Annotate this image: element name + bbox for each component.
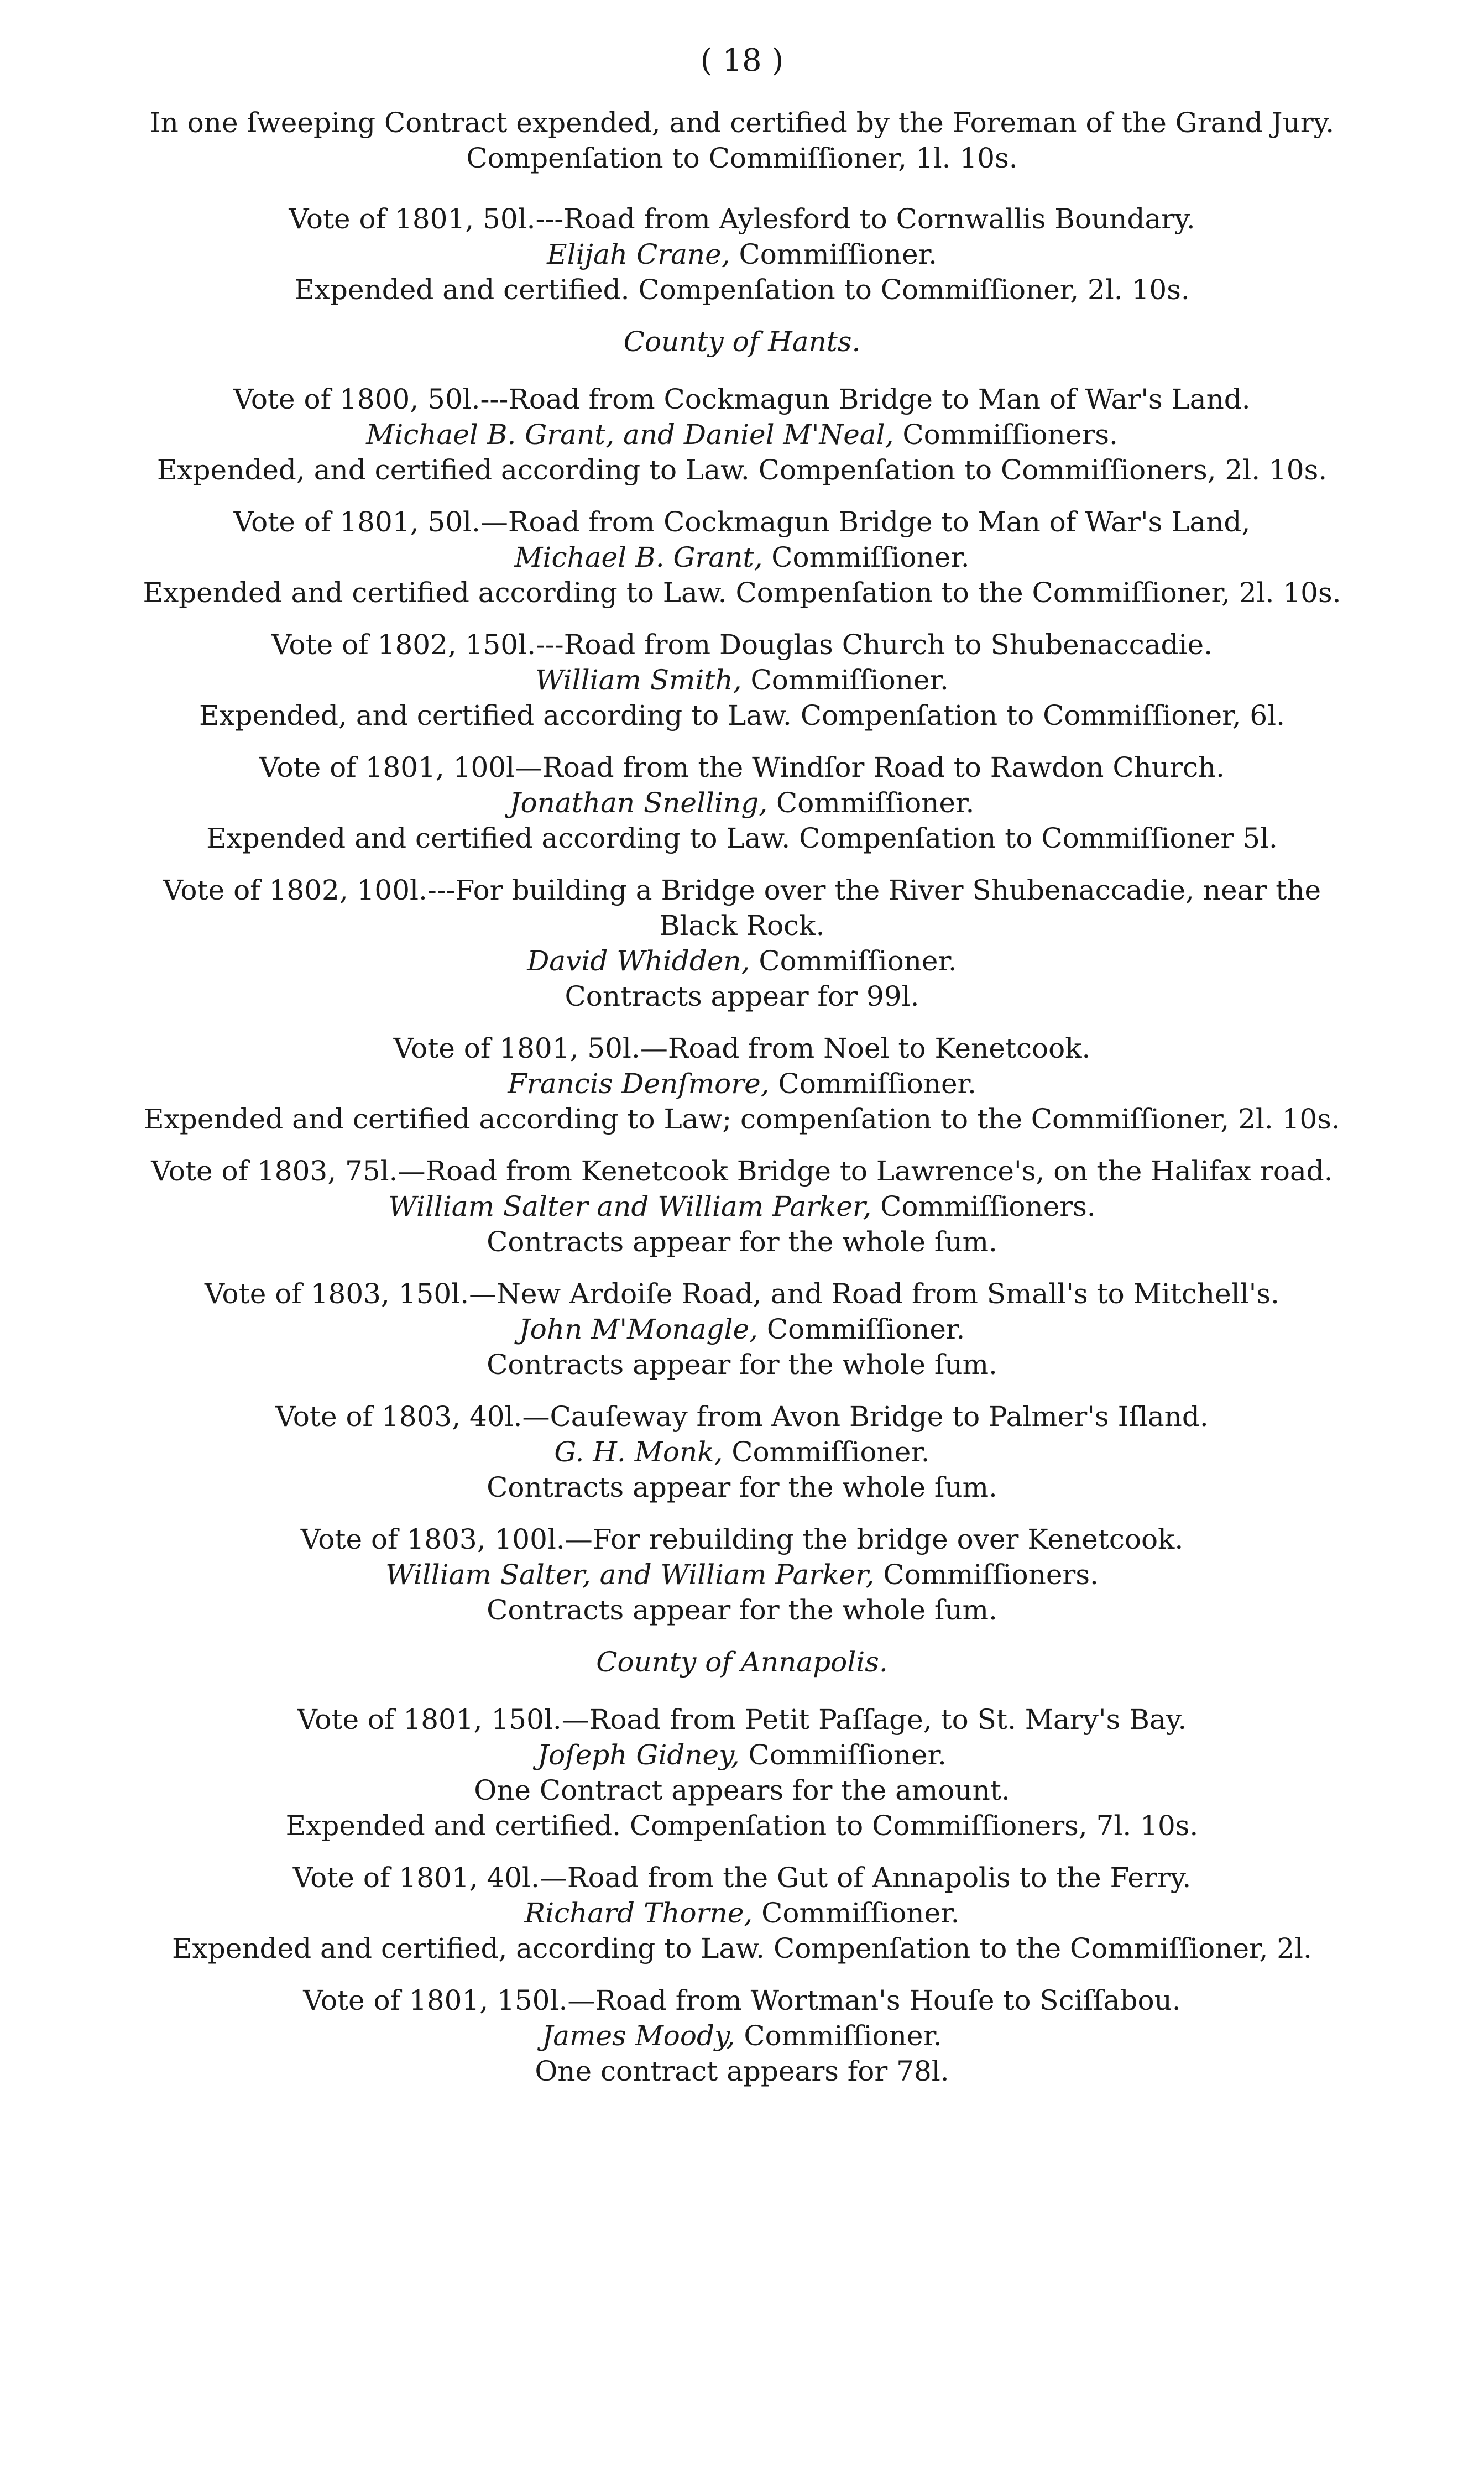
commissioner-role: Commiſſioner. [730,238,937,270]
intro-line-1: In one ſweeping Contract expended, and certified by the Foreman of the Grand Jury. [149,107,1335,139]
result-line: Expended, and certified according to Law. Compenſation to Commiſſioners, 2l. 10s. [156,454,1328,486]
commissioner-role: Commiſſioner. [767,787,975,819]
commissioner-name: John M'Monagle, [519,1313,758,1345]
commissioner-name: Joſeph Gidney, [537,1739,740,1771]
entry-kenetcook-bridge [138,1153,1346,1260]
commissioner-role: Commiſſioners. [893,419,1118,451]
result-line: Contracts appear for the whole ſum. [487,1226,997,1258]
result-line: One contract appears for 78l. [535,2055,949,2087]
vote-line: Vote of 1801, 150l.—Road from Wortman's Houſe to Sciſſabou. [303,1984,1181,2016]
commissioner-role: Commiſſioners. [874,1559,1099,1591]
county-heading-hants: County of Hants. [623,326,861,358]
vote-line: Vote of 1801, 40l.—Road from the Gut of Annapolis to the Ferry. [292,1862,1192,1894]
commissioner-role: Commiſſioner. [739,1739,947,1771]
vote-line: Vote of 1800, 50l.---Road from Cockmagun Bridge to Man of War's Land. [233,383,1251,415]
result-line: Contracts appear for the whole ſum. [487,1594,997,1626]
commissioner-role: Commiſſioner. [723,1436,930,1468]
commissioner-line [138,1557,1346,1592]
commissioner-line [138,540,1346,575]
vote-line: Vote of 1801, 50l.—Road from Cockmagun Bridge to Man of War's Land, [233,506,1251,538]
commissioner-line [138,662,1346,698]
commissioner-line [138,943,1346,979]
page-number: ( 18 ) [700,43,784,79]
entry-kenetcook-rebuild [138,1522,1346,1628]
vote-line: Vote of 1802, 150l.---Road from Douglas Church to Shubenaccadie. [271,629,1213,661]
result-line: Expended and certified according to Law. Compenſation to Commiſſioner 5l. [206,822,1278,854]
commissioner-name: Jonathan Snelling, [509,787,768,819]
entry-rawdon-church [138,750,1346,856]
commissioner-name: Francis Denſmore, [508,1068,770,1100]
vote-line: Vote of 1801, 50l.—Road from Noel to Kenetcook. [393,1032,1091,1064]
commissioner-line [138,237,1346,272]
result-line: One Contract appears for the amount. [474,1774,1010,1806]
entry-petit-passage [138,1702,1346,1843]
commissioner-role: Commiſſioner. [735,2020,942,2052]
commissioner-line [138,1434,1346,1470]
commissioner-name: David Whidden, [527,945,750,977]
commissioner-line [138,1737,1346,1773]
entry-wortman-house [138,1983,1346,2089]
commissioner-line [138,1311,1346,1347]
commissioner-role: Commiſſioner. [757,1313,965,1345]
entry-douglas-church [138,627,1346,733]
intro-line-2: Compenſation to Commiſſioner, 1l. 10s. [466,142,1018,174]
entry-noel-kenetcook [138,1031,1346,1137]
result-line: Expended and certified according to Law. Compenſation to the Commiſſioner, 2l. 10s. [143,577,1341,609]
result-line: Expended and certified. Compenſation to Commiſſioner, 2l. 10s. [294,274,1190,306]
commissioner-line [138,785,1346,821]
commissioner-role: Commiſſioner. [753,1897,960,1929]
result-line: Expended and certified, according to Law. Compenſation to the Commiſſioner, 2l. [172,1932,1312,1964]
vote-line: Vote of 1802, 100l.---For building a Bridge over the River Shubenaccadie, near the [163,874,1321,906]
commissioner-role: Commiſſioner. [750,945,957,977]
entry-new-ardoise-road [138,1276,1346,1382]
entry-aylesford [138,201,1346,307]
vote-line: Vote of 1803, 40l.—Cauſeway from Avon Bridge to Palmer's Iſland. [275,1401,1209,1433]
intro-block [138,105,1346,176]
commissioner-role: Commiſſioners. [871,1190,1096,1222]
result-line: Expended and certified according to Law; compenſation to the Commiſſioner, 2l. 10s. [144,1103,1340,1135]
commissioner-name: Michael B. Grant, [514,541,763,573]
commissioner-name: William Salter, and William Parker, [385,1559,875,1591]
commissioner-name: G. H. Monk, [554,1436,723,1468]
commissioner-name: James Moody, [542,2020,735,2052]
document-page [138,39,1346,2105]
vote-line: Vote of 1803, 75l.—Road from Kenetcook Bridge to Lawrence's, on the Halifax road. [151,1155,1333,1187]
result-line: Contracts appear for the whole ſum. [487,1471,997,1503]
commissioner-line [138,417,1346,452]
vote-line: Vote of 1801, 100l—Road from the Windſor Road to Rawdon Church. [259,751,1225,783]
county-heading-annapolis: County of Annapolis. [596,1646,888,1678]
commissioner-role: Commiſſioner. [769,1068,976,1100]
entry-cockmagun-1800 [138,382,1346,488]
commissioner-name: William Salter and William Parker, [388,1190,872,1222]
commissioner-name: William Smith, [535,664,742,696]
result-line: Expended, and certified according to Law. Compenſation to Commiſſioner, 6l. [198,699,1286,731]
commissioner-role: Commiſſioner. [741,664,949,696]
commissioner-line [138,2018,1346,2053]
result-line: Contracts appear for the whole ſum. [487,1349,997,1381]
commissioner-name: Elijah Crane, [547,238,730,270]
entry-black-rock-bridge [138,872,1346,1014]
vote-line: Vote of 1803, 100l.—For rebuilding the bridge over Kenetcook. [300,1523,1184,1555]
result-line-2: Expended and certified. Compenſation to Commiſſioners, 7l. 10s. [285,1810,1199,1842]
commissioner-name: Michael B. Grant, and Daniel M'Neal, [366,419,894,451]
vote-line: Vote of 1801, 50l.---Road from Aylesford to Cornwallis Boundary. [289,203,1195,235]
entry-avon-causeway [138,1399,1346,1505]
commissioner-role: Commiſſioner. [762,541,970,573]
vote-line-continued: Black Rock. [659,910,825,942]
entry-gut-of-annapolis [138,1860,1346,1966]
vote-line: Vote of 1803, 150l.—New Ardoiſe Road, and Road from Small's to Mitchell's. [205,1278,1279,1310]
result-line: Contracts appear for 99l. [565,980,919,1012]
commissioner-line [138,1895,1346,1931]
entry-cockmagun-1801 [138,504,1346,610]
commissioner-name: Richard Thorne, [524,1897,753,1929]
vote-line: Vote of 1801, 150l.—Road from Petit Paſſage, to St. Mary's Bay. [297,1704,1187,1736]
commissioner-line [138,1189,1346,1224]
commissioner-line [138,1066,1346,1101]
